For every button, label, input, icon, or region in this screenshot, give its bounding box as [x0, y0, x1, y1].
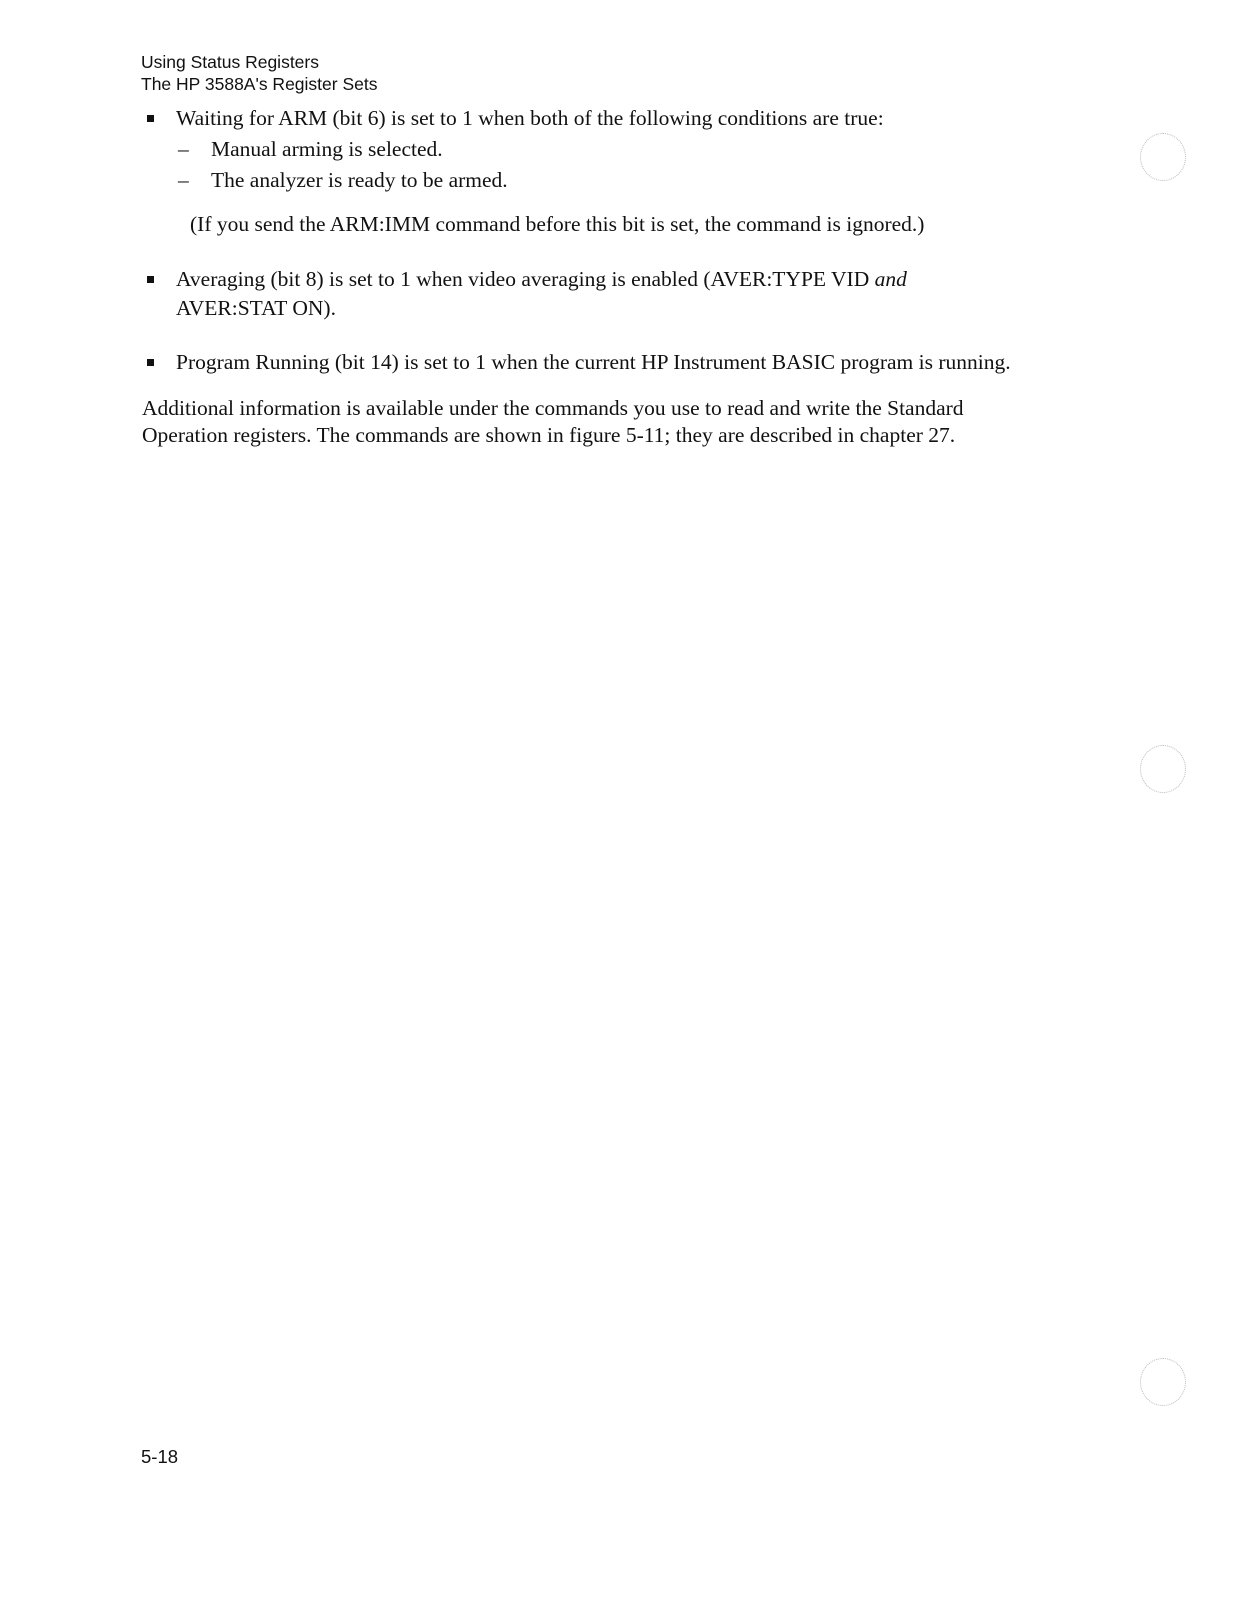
bullet-text-end: AVER:STAT ON). [176, 296, 336, 320]
subitem-manual-arming [176, 135, 1141, 164]
punch-hole-icon [1140, 133, 1186, 181]
bullet-text-start: Averaging (bit 8) is set to 1 when video averaging is enabled (AVER:TYPE VID [176, 267, 875, 291]
subitem-text: The analyzer is ready to be armed. [211, 168, 508, 192]
bullet-square-icon [147, 276, 154, 283]
punch-hole-icon [1140, 1358, 1186, 1406]
dash-icon: – [178, 137, 189, 161]
additional-info-paragraph [142, 395, 1142, 449]
header-section-title: The HP 3588A's Register Sets [141, 74, 378, 94]
header-chapter-title: Using Status Registers [141, 52, 319, 72]
bullet-averaging [141, 265, 1141, 323]
bullet-program-running [141, 348, 1141, 377]
running-header [141, 51, 377, 95]
bullet-text-italic: and [874, 267, 907, 291]
subitem-text: Manual arming is selected. [211, 137, 443, 161]
dash-icon: – [178, 168, 189, 192]
punch-hole-icon [1140, 745, 1186, 793]
bullet-text: Program Running (bit 14) is set to 1 when the current HP Instrument BASIC program is running. [176, 350, 1011, 374]
bullet-square-icon [147, 359, 154, 366]
paragraph-line: Operation registers. The commands are shown in figure 5-11; they are described in chapter 27. [142, 423, 956, 447]
bullet-waiting-for-arm [141, 104, 1141, 195]
page-number: 5-18 [141, 1446, 179, 1467]
paragraph-line: Additional information is available under the commands you use to read and write the Standard [142, 396, 964, 420]
note-arm-imm: (If you send the ARM:IMM command before this bit is set, the command is ignored.) [190, 212, 925, 236]
subitem-ready-to-arm [176, 166, 1141, 195]
bullet-text [176, 265, 1141, 323]
bullet-text: Waiting for ARM (bit 6) is set to 1 when both of the following conditions are true: [176, 106, 884, 130]
bullet-square-icon [147, 115, 154, 122]
